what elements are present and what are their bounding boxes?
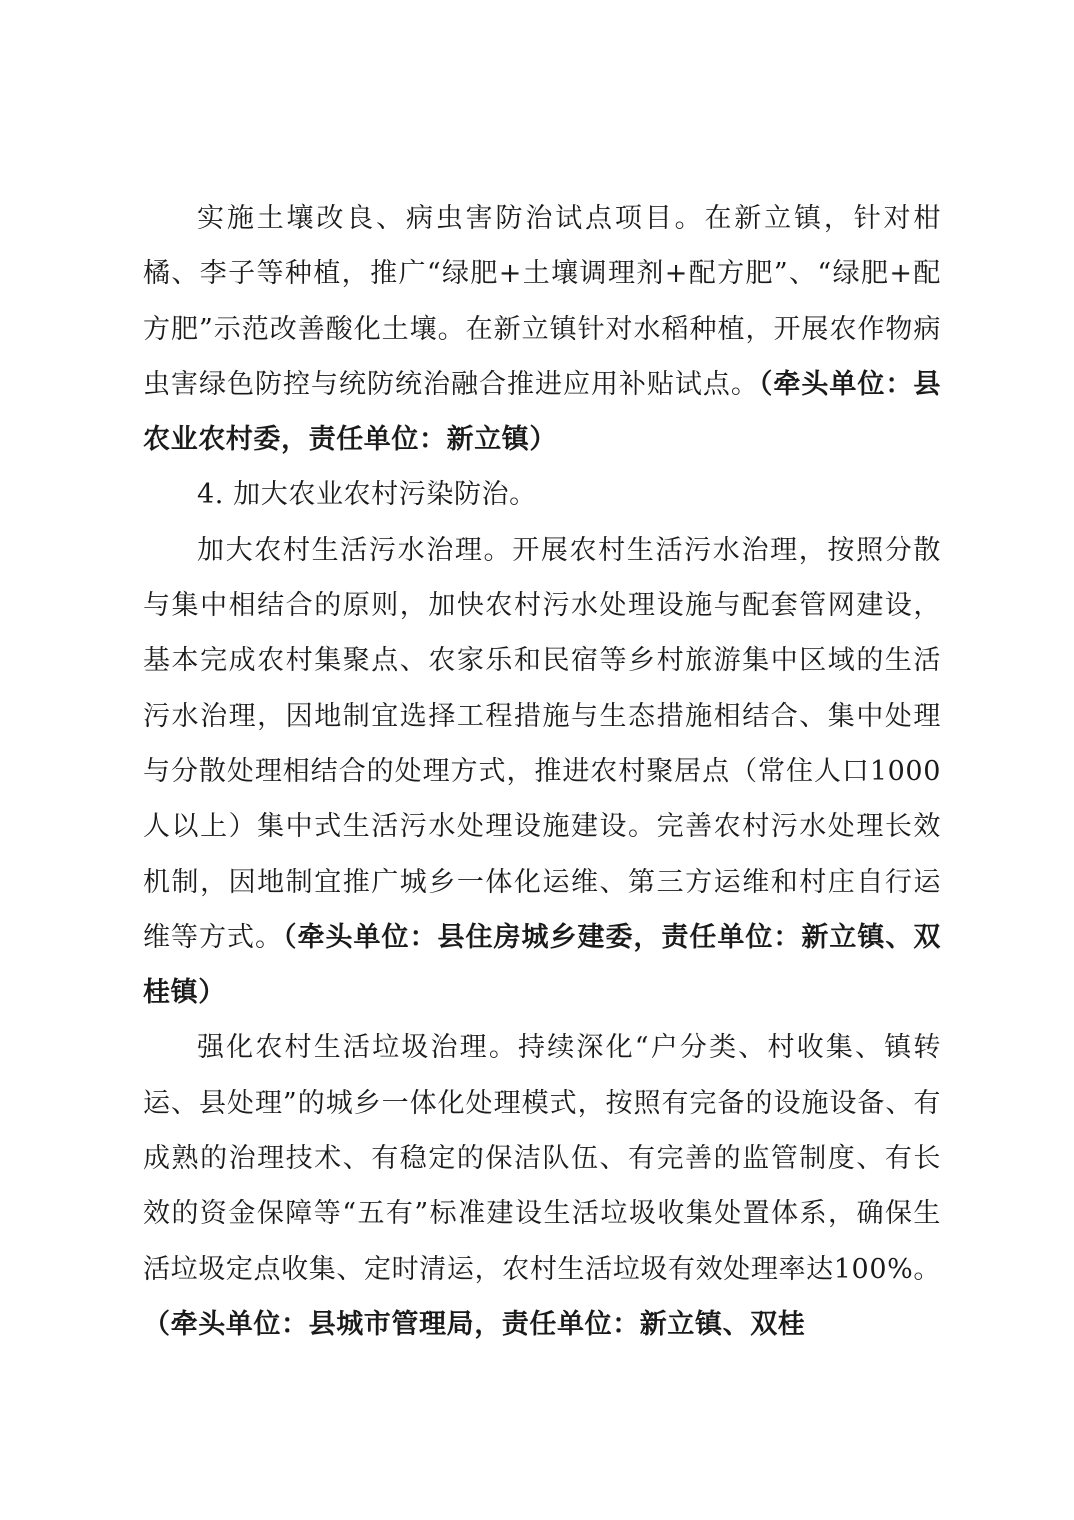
paragraph-garbage-treatment [143,1020,941,1352]
responsibility-note: （牵头单位：县农业农村委，责任单位：新立镇） [143,368,941,456]
responsibility-note: （牵头单位：县城市管理局，责任单位：新立镇、双桂 [143,1308,806,1340]
paragraph-body: 加大农村生活污水治理。开展农村生活污水治理，按照分散与集中相结合的原则，加快农村污水处理设施与配套管网建设，基本完成农村集聚点、农家乐和民宿等乡村旅游集中区域的生活污水治理，因地制宜选择工程措施与生态措施相结合、集中处理与分散处理相结合的处理方式，推进农村聚居点（常住人口1000人以上）集中式生活污水处理设施建设。完善农村污水处理长效机制，因地制宜推广城乡一体化运维、第三方运维和村庄自行运维等方式。 [143,534,941,953]
section-heading-text: 4. 加大农业农村污染防治。 [197,479,537,511]
section-heading-pollution-control [143,467,941,522]
paragraph-sewage-treatment [143,523,941,1021]
responsibility-note: （牵头单位：县住房城乡建委，责任单位：新立镇、双桂镇） [143,921,941,1009]
paragraph-body: 实施土壤改良、病虫害防治试点项目。在新立镇，针对柑橘、李子等种植，推广“绿肥+土壤调理剂+配方肥”、“绿肥+配方肥”示范改善酸化土壤。在新立镇针对水稻种植，开展农作物病虫害绿色防控与统防统治融合推进应用补贴试点。 [143,203,941,400]
document-body [143,191,941,1352]
paragraph-soil-improvement [143,191,941,467]
paragraph-body: 强化农村生活垃圾治理。持续深化“户分类、村收集、镇转运、县处理”的城乡一体化处理模式，按照有完备的设施设备、有成熟的治理技术、有稳定的保洁队伍、有完善的监管制度、有长效的资金保障等“五有”标准建设生活垃圾收集处置体系，确保生活垃圾定点收集、定时清运，农村生活垃圾有效处理率达100%。 [143,1032,941,1285]
